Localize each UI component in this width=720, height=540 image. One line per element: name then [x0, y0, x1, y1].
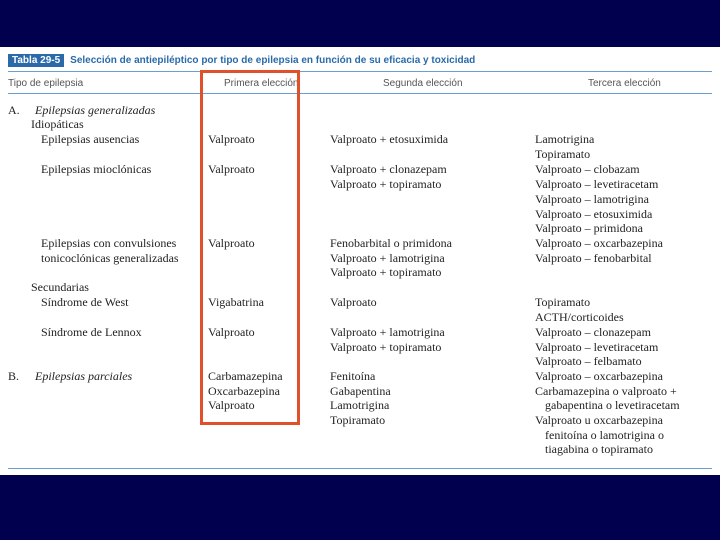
- second-parciales: Lamotrigina: [330, 398, 390, 412]
- bottom-rule: [8, 468, 712, 469]
- second-parciales: Fenitoína: [330, 369, 376, 383]
- third-parciales: fenitoína o lamotrigina o: [545, 428, 664, 442]
- third-lennox: Valproato – levetiracetam: [535, 340, 659, 354]
- third-tonicoclonicas: Valproato – fenobarbital: [535, 251, 652, 265]
- second-lennox: Valproato + topiramato: [330, 340, 442, 354]
- section-secondary: Secundarias: [31, 280, 89, 294]
- table-tag: Tabla 29-5: [8, 54, 64, 67]
- first-mioclonicas: Valproato: [208, 162, 255, 176]
- third-lennox: Valproato – clonazepam: [535, 325, 651, 339]
- header-third: Tercera elección: [588, 78, 661, 89]
- third-parciales: Valproato u oxcarbazepina: [535, 413, 663, 427]
- section-b-letter: B.: [8, 369, 20, 383]
- type-mioclonicas: Epilepsias mioclónicas: [41, 162, 152, 176]
- header-first: Primera elección: [224, 78, 299, 89]
- third-lennox: Valproato – felbamato: [535, 354, 642, 368]
- third-west: ACTH/corticoides: [535, 310, 624, 324]
- second-lennox: Valproato + lamotrigina: [330, 325, 445, 339]
- first-parciales: Valproato: [208, 398, 255, 412]
- second-west: Valproato: [330, 295, 377, 309]
- first-parciales: Oxcarbazepina: [208, 384, 280, 398]
- second-parciales: Gabapentina: [330, 384, 391, 398]
- second-parciales: Topiramato: [330, 413, 386, 427]
- third-mioclonicas: Valproato – levetiracetam: [535, 177, 659, 191]
- type-ausencias: Epilepsias ausencias: [41, 132, 140, 146]
- first-lennox: Valproato: [208, 325, 255, 339]
- third-tonicoclonicas: Valproato – oxcarbazepina: [535, 236, 663, 250]
- third-parciales: Carbamazepina o valproato +: [535, 384, 677, 398]
- section-b-title: Epilepsias parciales: [35, 369, 133, 383]
- table-header: [8, 52, 712, 68]
- first-parciales: Carbamazepina: [208, 369, 283, 383]
- third-ausencias: Topiramato: [535, 147, 591, 161]
- section-a-letter: A.: [8, 103, 20, 117]
- slide: [0, 47, 720, 475]
- third-parciales: tiagabina o topiramato: [545, 442, 653, 456]
- type-lennox: Síndrome de Lennox: [41, 325, 142, 339]
- third-west: Topiramato: [535, 295, 591, 309]
- second-mioclonicas: Valproato + clonazepam: [330, 162, 447, 176]
- header-type: Tipo de epilepsia: [8, 78, 84, 89]
- third-mioclonicas: Valproato – lamotrigina: [535, 192, 649, 206]
- second-tonicoclonicas: Valproato + topiramato: [330, 265, 442, 279]
- table-caption: Selección de antiepiléptico por tipo de epilepsia en función de su eficacia y toxicidad: [70, 54, 476, 66]
- section-a-title: Epilepsias generalizadas: [35, 103, 156, 117]
- type-tonicoclonicas: tonicoclónicas generalizadas: [41, 251, 179, 265]
- first-ausencias: Valproato: [208, 132, 255, 146]
- third-parciales: gabapentina o levetiracetam: [545, 398, 680, 412]
- section-idiopathic: Idiopáticas: [31, 117, 84, 131]
- third-mioclonicas: Valproato – etosuximida: [535, 207, 653, 221]
- header-rule: [8, 93, 712, 94]
- second-tonicoclonicas: Fenobarbital o primidona: [330, 236, 452, 250]
- type-tonicoclonicas: Epilepsias con convulsiones: [41, 236, 177, 250]
- second-ausencias: Valproato + etosuximida: [330, 132, 449, 146]
- third-mioclonicas: Valproato – clobazam: [535, 162, 640, 176]
- type-west: Síndrome de West: [41, 295, 129, 309]
- top-rule: [8, 71, 712, 72]
- header-second: Segunda elección: [383, 78, 463, 89]
- second-mioclonicas: Valproato + topiramato: [330, 177, 442, 191]
- third-ausencias: Lamotrigina: [535, 132, 595, 146]
- first-choice-highlight-box: [200, 70, 300, 425]
- first-west: Vigabatrina: [208, 295, 264, 309]
- third-mioclonicas: Valproato – primidona: [535, 221, 643, 235]
- second-tonicoclonicas: Valproato + lamotrigina: [330, 251, 445, 265]
- third-parciales: Valproato – oxcarbazepina: [535, 369, 663, 383]
- first-tonicoclonicas: Valproato: [208, 236, 255, 250]
